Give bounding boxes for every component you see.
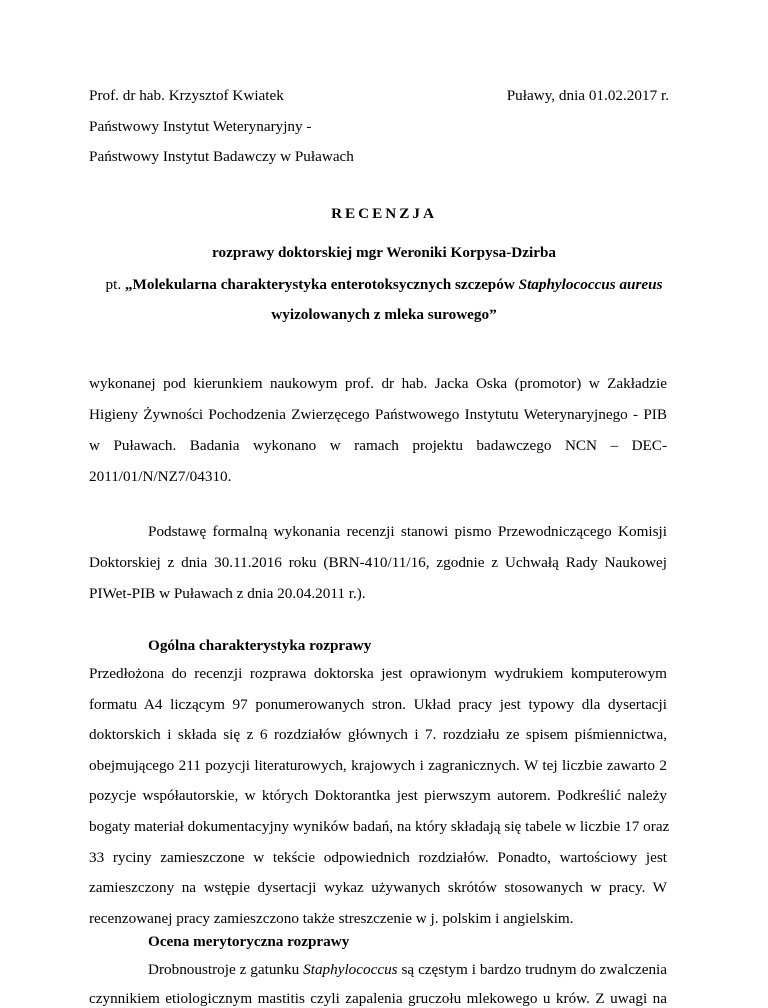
thesis-title-line-1: [0, 276, 768, 294]
reviewer-name: Prof. dr hab. Krzysztof Kwiatek: [89, 87, 284, 104]
section-1-line: formatu A4 liczącym 97 ponumerowanych stron. Układ pracy jest typowy dla dysertacji: [89, 696, 667, 713]
section-1-line: zamieszczony na wstępie dysertacji wykaz używanych skrótów stosowanych w pracy. W: [89, 879, 667, 896]
document-subtitle: rozprawy doktorskiej mgr Weroniki Korpysa-Dzirba: [212, 244, 556, 261]
place-date: Puławy, dnia 01.02.2017 r.: [506, 87, 669, 104]
section-1-line: pozycje współautorskie, w których Doktorantka jest pierwszym autorem. Podkreślić należy: [89, 787, 667, 804]
section-1-line: 33 ryciny zamieszczone w tekście odpowiednich rozdziałów. Ponadto, wartościowy jest: [89, 849, 667, 866]
paragraph-2-line: Doktorskiej z dnia 30.11.2016 roku (BRN-410/11/16, zgodnie z Uchwałą Rady Naukowej: [89, 554, 667, 571]
section-1-line: Przedłożona do recenzji rozprawa doktorska jest oprawionym wydrukiem komputerowym: [89, 665, 667, 682]
section-1-line: doktorskich i składa się z 6 rozdziałów głównych i 7. rozdziału ze spisem piśmiennictwa,: [89, 726, 667, 743]
section-2-species: Staphylococcus: [303, 961, 398, 978]
paragraph-1-line: Higieny Żywności Pochodzenia Zwierzęcego Państwowego Instytutu Weterynaryjnego - PIB: [89, 406, 667, 423]
section-1-line: recenzowanej pracy zamieszczono także streszczenie w j. polskim i angielskim.: [89, 910, 574, 927]
section-heading-general: Ogólna charakterystyka rozprawy: [148, 637, 372, 654]
document-title: RECENZJA: [331, 205, 437, 222]
paragraph-2-line: PIWet-PIB w Puławach z dnia 20.04.2011 r.).: [89, 585, 366, 602]
section-2-text: Drobnoustroje z gatunku: [148, 961, 304, 978]
section-1-line: bogaty materiał dokumentacyjny wyników badań, na który składają się tabele w liczbie 17 oraz: [89, 818, 670, 835]
paragraph-1-line: 2011/01/N/NZ7/04310.: [89, 468, 232, 485]
section-2-line-2: czynnikiem etiologicznym mastitis czyli zapalenia gruczołu mlekowego u krów. Z uwagi na: [89, 990, 667, 1007]
section-heading-merit: Ocena merytoryczna rozprawy: [148, 933, 350, 950]
section-1-line: obejmującego 211 pozycji literaturowych, krajowych i zagranicznych. W tej liczbie zawarto 2: [89, 757, 667, 774]
section-2-line-1: [148, 961, 667, 979]
paragraph-1-line: wykonanej pod kierunkiem naukowym prof. dr hab. Jacka Oska (promotor) w Zakładzie: [89, 375, 667, 392]
paragraph-2-line: Podstawę formalną wykonania recenzji stanowi pismo Przewodniczącego Komisji: [148, 523, 667, 540]
thesis-title-species: Staphylococcus aureus: [518, 276, 663, 293]
section-2-text: są częstym i bardzo trudnym do zwalczenia: [397, 961, 667, 978]
institute-line-2: Państwowy Instytut Badawczy w Puławach: [89, 148, 354, 165]
institute-line-1: Państwowy Instytut Weterynaryjny -: [89, 118, 312, 135]
paragraph-1-line: w Puławach. Badania wykonano w ramach projektu badawczego NCN – DEC-: [89, 437, 667, 454]
thesis-title-prefix: pt.: [105, 276, 125, 293]
thesis-title-line-2: wyizolowanych z mleka surowego”: [271, 306, 497, 323]
thesis-title-part-1: „Molekularna charakterystyka enterotoksycznych szczepów: [124, 276, 519, 293]
